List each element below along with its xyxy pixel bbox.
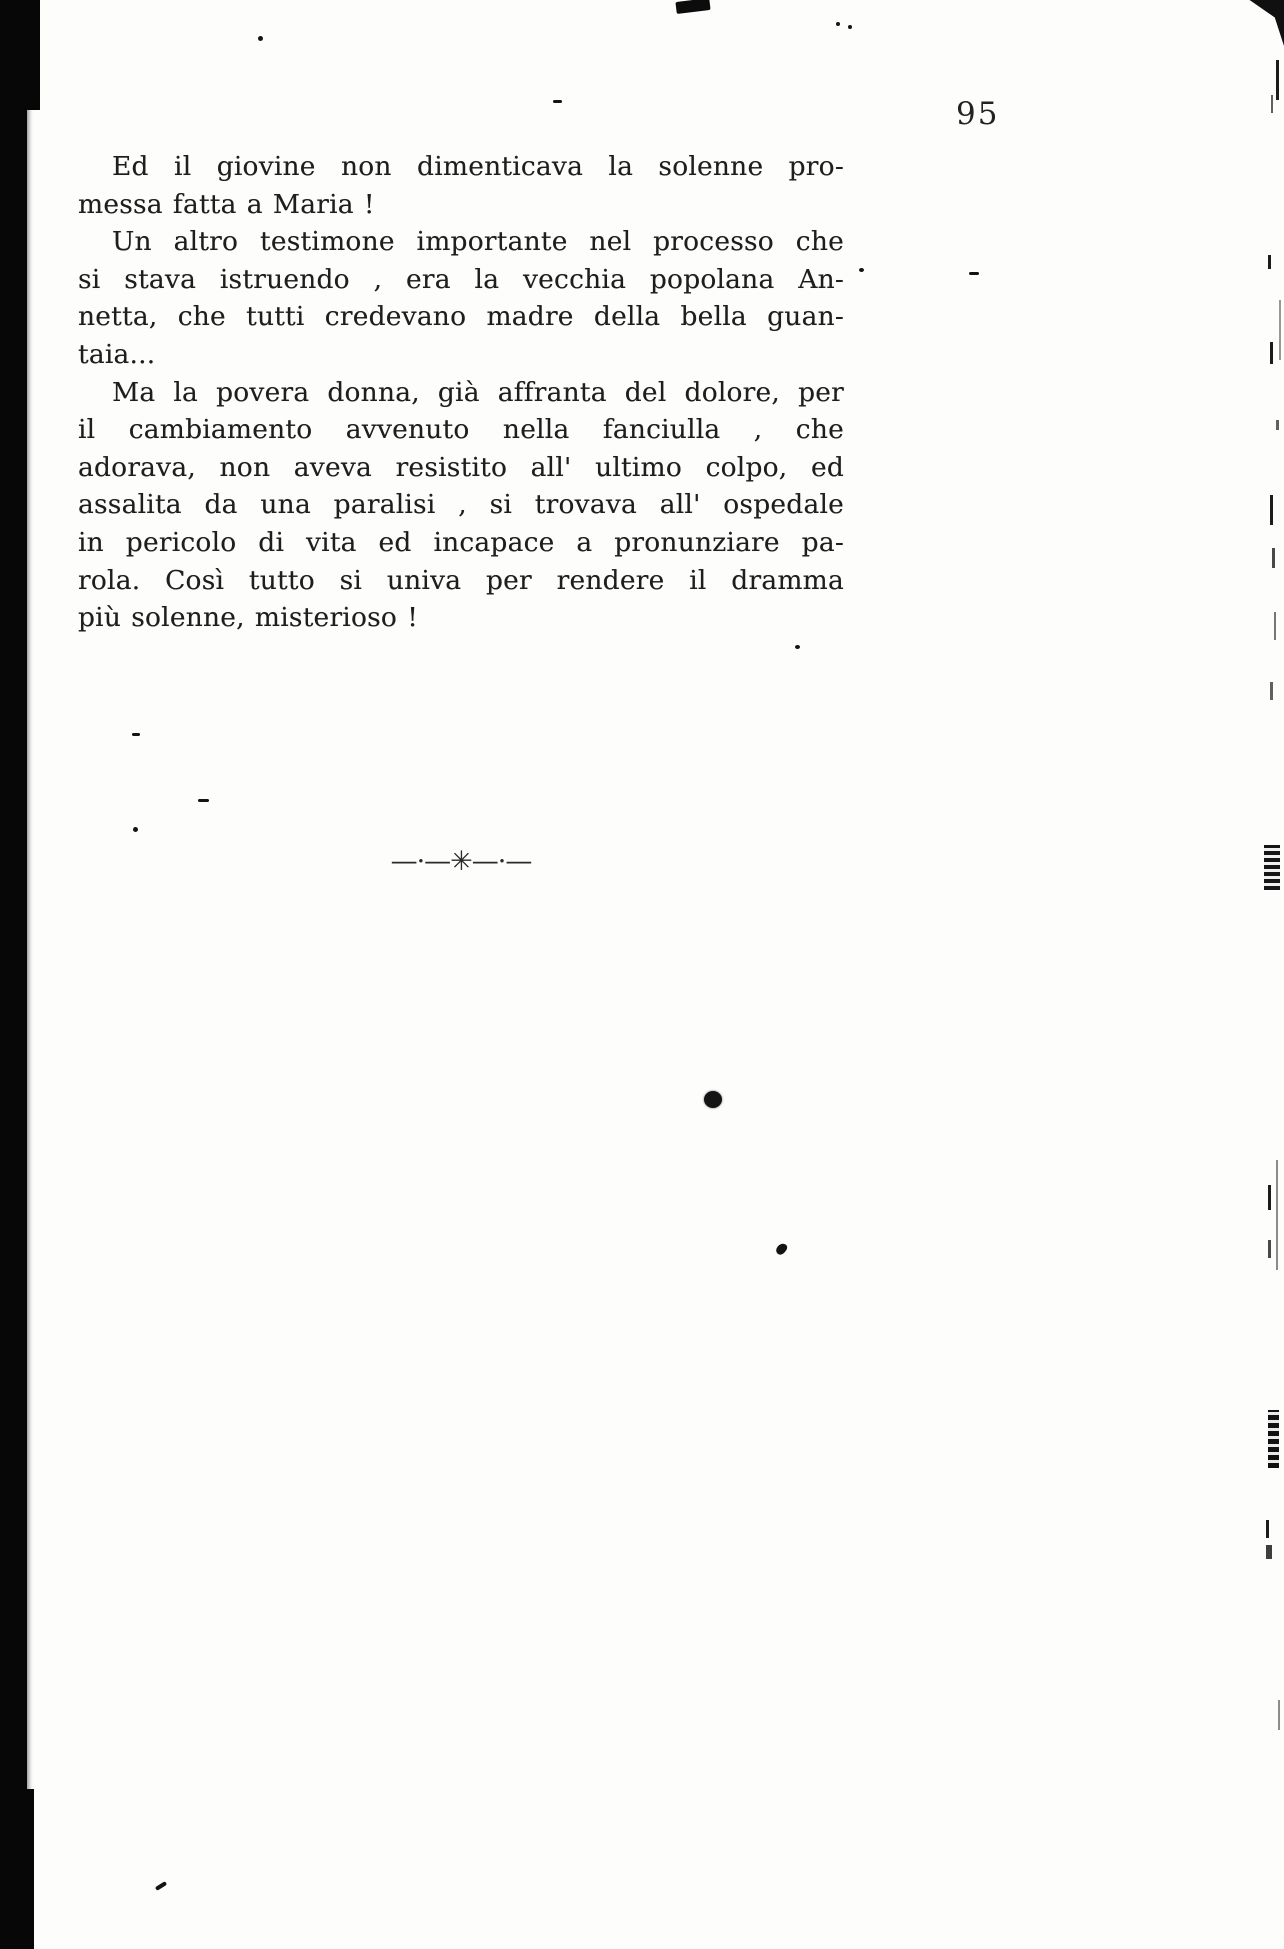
text-line: il cambiamento avvenuto nella fanciulla , che [78, 414, 844, 446]
edge-artifact [1266, 1545, 1272, 1559]
binding-shadow [0, 0, 27, 1949]
ink-speck [795, 645, 800, 649]
edge-artifact [1276, 60, 1279, 100]
ink-speck [132, 733, 140, 736]
ink-speck [155, 1881, 167, 1891]
text-block [78, 148, 844, 637]
text-line: in pericolo di vita ed incapace a pronunziare pa- [78, 526, 844, 558]
edge-artifact [1278, 1700, 1280, 1730]
edge-artifact [1274, 612, 1276, 640]
ink-speck [133, 827, 138, 832]
ink-speck [969, 272, 979, 275]
text-line: rola. Così tutto si univa per rendere il dramma [78, 564, 844, 596]
ink-speck [258, 36, 263, 41]
text-line: adorava, non aveva resistito all' ultimo colpo, ed [78, 451, 844, 483]
ink-speck [774, 1242, 788, 1257]
edge-artifact [1276, 420, 1279, 430]
text-line: Ma la povera donna, già affranta del dolore, per [112, 376, 844, 408]
edge-artifact [1268, 255, 1271, 269]
page-number: 95 [956, 96, 1000, 132]
paragraph [78, 374, 844, 637]
edge-artifact [1270, 342, 1273, 364]
ink-speck [836, 22, 840, 26]
ink-speck [198, 799, 209, 802]
text-line: taia... [78, 338, 156, 370]
edge-artifact [1268, 1185, 1271, 1210]
scan-artifact-corner [1242, 0, 1284, 46]
paragraph [78, 148, 844, 223]
ink-speck [553, 100, 562, 103]
text-line: assalita da una paralisi , si trovava all' ospedale [78, 489, 844, 521]
text-line: Ed il giovine non dimenticava la solenne pro- [112, 151, 844, 182]
text-line: messa fatta a Maria ! [78, 188, 375, 220]
scan-artifact-top [675, 0, 710, 14]
edge-artifact [1268, 1410, 1279, 1468]
edge-artifact [1276, 1160, 1278, 1270]
ink-speck [859, 268, 864, 272]
edge-artifact [1264, 845, 1280, 890]
edge-artifact [1279, 300, 1281, 360]
edge-artifact [1268, 1240, 1271, 1258]
edge-artifact [1271, 95, 1273, 113]
paragraph [78, 223, 844, 373]
edge-artifact [1270, 495, 1273, 525]
edge-artifact [1266, 1520, 1269, 1538]
divider-ornament: —·—✳—·— [390, 846, 532, 877]
text-line: si stava istruendo , era la vecchia popolana An- [78, 263, 844, 295]
edge-artifact [1272, 548, 1275, 568]
ink-blot [704, 1091, 722, 1108]
text-line: Un altro testimone importante nel processo che [112, 226, 844, 258]
edge-artifact [1270, 682, 1273, 700]
text-line: netta, che tutti credevano madre della bella guan- [78, 301, 844, 333]
ink-speck [848, 25, 852, 29]
text-line: più solenne, misterioso ! [78, 602, 419, 634]
